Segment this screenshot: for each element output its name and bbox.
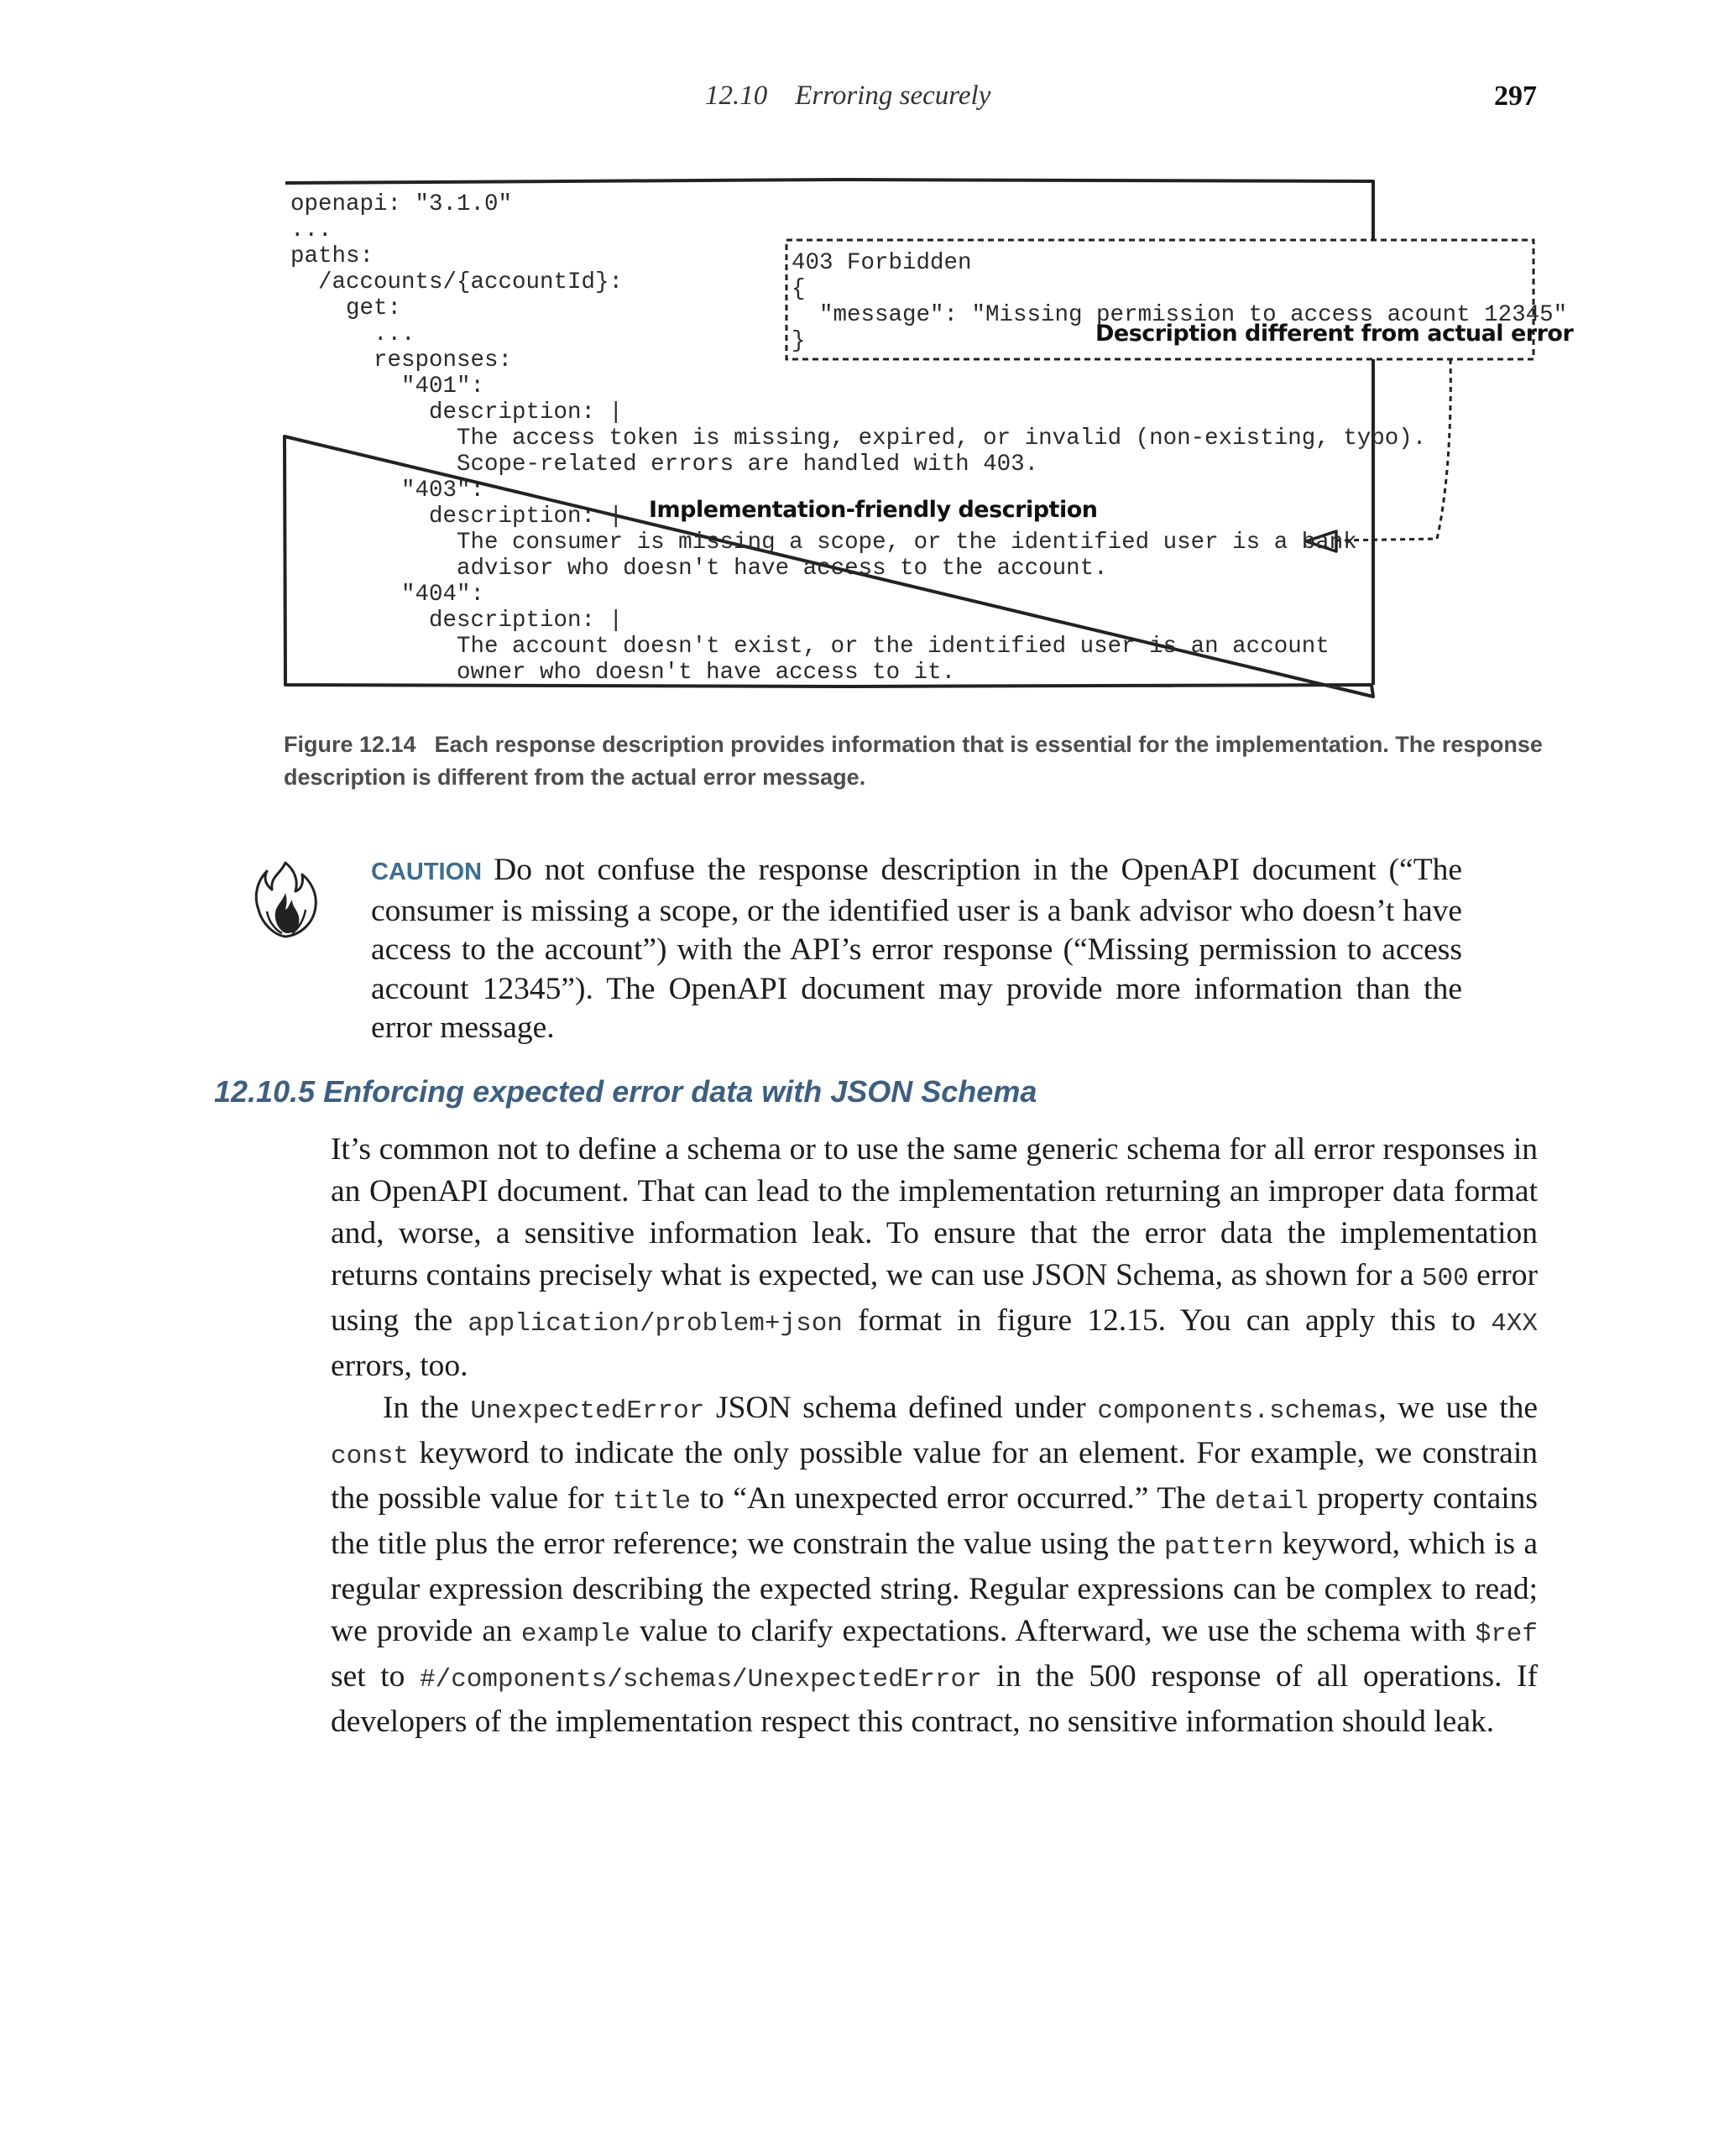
body-text bbox=[331, 1129, 1538, 1743]
inline-code: pattern bbox=[1164, 1532, 1274, 1562]
code-line: paths: bbox=[290, 243, 374, 269]
code-line: ... bbox=[290, 321, 415, 347]
text-run: property contains the title plus the error reference; we constrain the value using the bbox=[331, 1481, 1538, 1561]
figure-openapi-responses bbox=[0, 0, 1719, 806]
code-line: "403": bbox=[290, 478, 485, 504]
inline-code: const bbox=[331, 1442, 410, 1471]
error-line: { bbox=[792, 276, 806, 302]
text-run: in the 500 response of all operations. If developers of the implementation respect this contract, no sensitive information should leak. bbox=[331, 1659, 1539, 1739]
inline-code: $ref bbox=[1475, 1620, 1539, 1649]
inline-code: 500 bbox=[1421, 1264, 1469, 1293]
inline-code: #/components/schemas/UnexpectedError bbox=[419, 1665, 982, 1694]
code-line: advisor who doesn't have access to the account. bbox=[290, 556, 1108, 582]
paragraph-2 bbox=[331, 1387, 1538, 1743]
text-run: , we use the bbox=[1378, 1391, 1539, 1425]
text-run: JSON schema defined under bbox=[704, 1391, 1098, 1425]
caution-label: CAUTION bbox=[371, 859, 483, 885]
code-line: responses: bbox=[290, 347, 513, 373]
code-line: get: bbox=[290, 295, 402, 321]
inline-code: title bbox=[613, 1487, 692, 1517]
error-line: "message": "Missing permission to access acount 12345" bbox=[792, 302, 1568, 328]
error-line: 403 Forbidden bbox=[792, 250, 972, 276]
text-run: to “An unexpected error occurred.” The bbox=[691, 1481, 1215, 1516]
code-line: "404": bbox=[290, 582, 485, 608]
code-line: The access token is missing, expired, or invalid (non-existing, typo). bbox=[290, 425, 1427, 452]
text-run: value to clarify expectations. Afterward, we use the schema with bbox=[630, 1614, 1476, 1648]
running-title: 12.10 Erroring securely bbox=[705, 81, 991, 111]
text-run: keyword to indicate the only possible value for an element. For example, we constrain the possible value for bbox=[331, 1436, 1538, 1516]
caution-note bbox=[371, 851, 1462, 1048]
section-heading: 12.10.5 Enforcing expected error data with JSON Schema bbox=[214, 1074, 1037, 1109]
page-number: 297 bbox=[1494, 81, 1537, 112]
inline-code: UnexpectedError bbox=[470, 1396, 705, 1426]
caution-text: Do not confuse the response description in the OpenAPI document (“The consumer is missing a scope, or the identified user is a bank advisor who doesn’t have access to the account”) with the API’s error response (“Missing permission to access account 12345”). The OpenAPI document may provide more information than the error message. bbox=[371, 853, 1462, 1045]
code-line: Scope-related errors are handled with 403. bbox=[290, 452, 1039, 478]
note-description-different: Description different from actual error bbox=[1095, 321, 1574, 347]
code-line: owner who doesn't have access to it. bbox=[290, 660, 956, 686]
error-line: } bbox=[792, 328, 806, 354]
code-line: description: | bbox=[290, 399, 624, 425]
figure-caption-text: Each response description provides information that is essential for the implementation. The response description is different from the actual error message. bbox=[284, 732, 1543, 790]
text-run: error using the bbox=[331, 1258, 1538, 1338]
inline-code: application/problem+json bbox=[468, 1309, 843, 1339]
text-run: It’s common not to define a schema or to use the same generic schema for all error responses in an OpenAPI document. That can lead to the implementation returning an improper data format and, worse, a sensitive information leak. To ensure that the error data the implementation returns contains precisely what is expected, we can use JSON Schema, as shown for a bbox=[331, 1132, 1538, 1292]
code-line: The consumer is missing a scope, or the identified user is a bank bbox=[290, 530, 1357, 556]
figure-caption bbox=[284, 728, 1543, 794]
code-line: openapi: "3.1.0" bbox=[290, 191, 513, 217]
text-run: format in figure 12.15. You can apply this to bbox=[842, 1303, 1492, 1338]
code-line: "401": bbox=[290, 373, 485, 399]
code-line: description: | bbox=[290, 608, 624, 634]
figure-label: Figure 12.14 bbox=[284, 732, 416, 757]
inline-code: detail bbox=[1215, 1487, 1309, 1517]
code-line: description: | bbox=[290, 504, 624, 530]
text-run: errors, too. bbox=[331, 1349, 468, 1383]
note-implementation-friendly: Implementation-friendly description bbox=[649, 497, 1098, 523]
code-line: The account doesn't exist, or the identified user is an account bbox=[290, 634, 1330, 660]
text-run: keyword, which is a regular expression describing the expected string. Regular expressions can be complex to read; we provide an bbox=[331, 1527, 1538, 1648]
inline-code: example bbox=[520, 1620, 631, 1649]
fire-icon bbox=[252, 859, 319, 943]
code-line: /accounts/{accountId}: bbox=[290, 269, 624, 295]
text-run: In the bbox=[383, 1391, 471, 1425]
inline-code: components.schemas bbox=[1097, 1396, 1379, 1426]
paragraph-1 bbox=[331, 1129, 1538, 1387]
inline-code: 4XX bbox=[1491, 1309, 1538, 1339]
code-line: ... bbox=[290, 217, 332, 243]
text-run: set to bbox=[331, 1659, 420, 1694]
